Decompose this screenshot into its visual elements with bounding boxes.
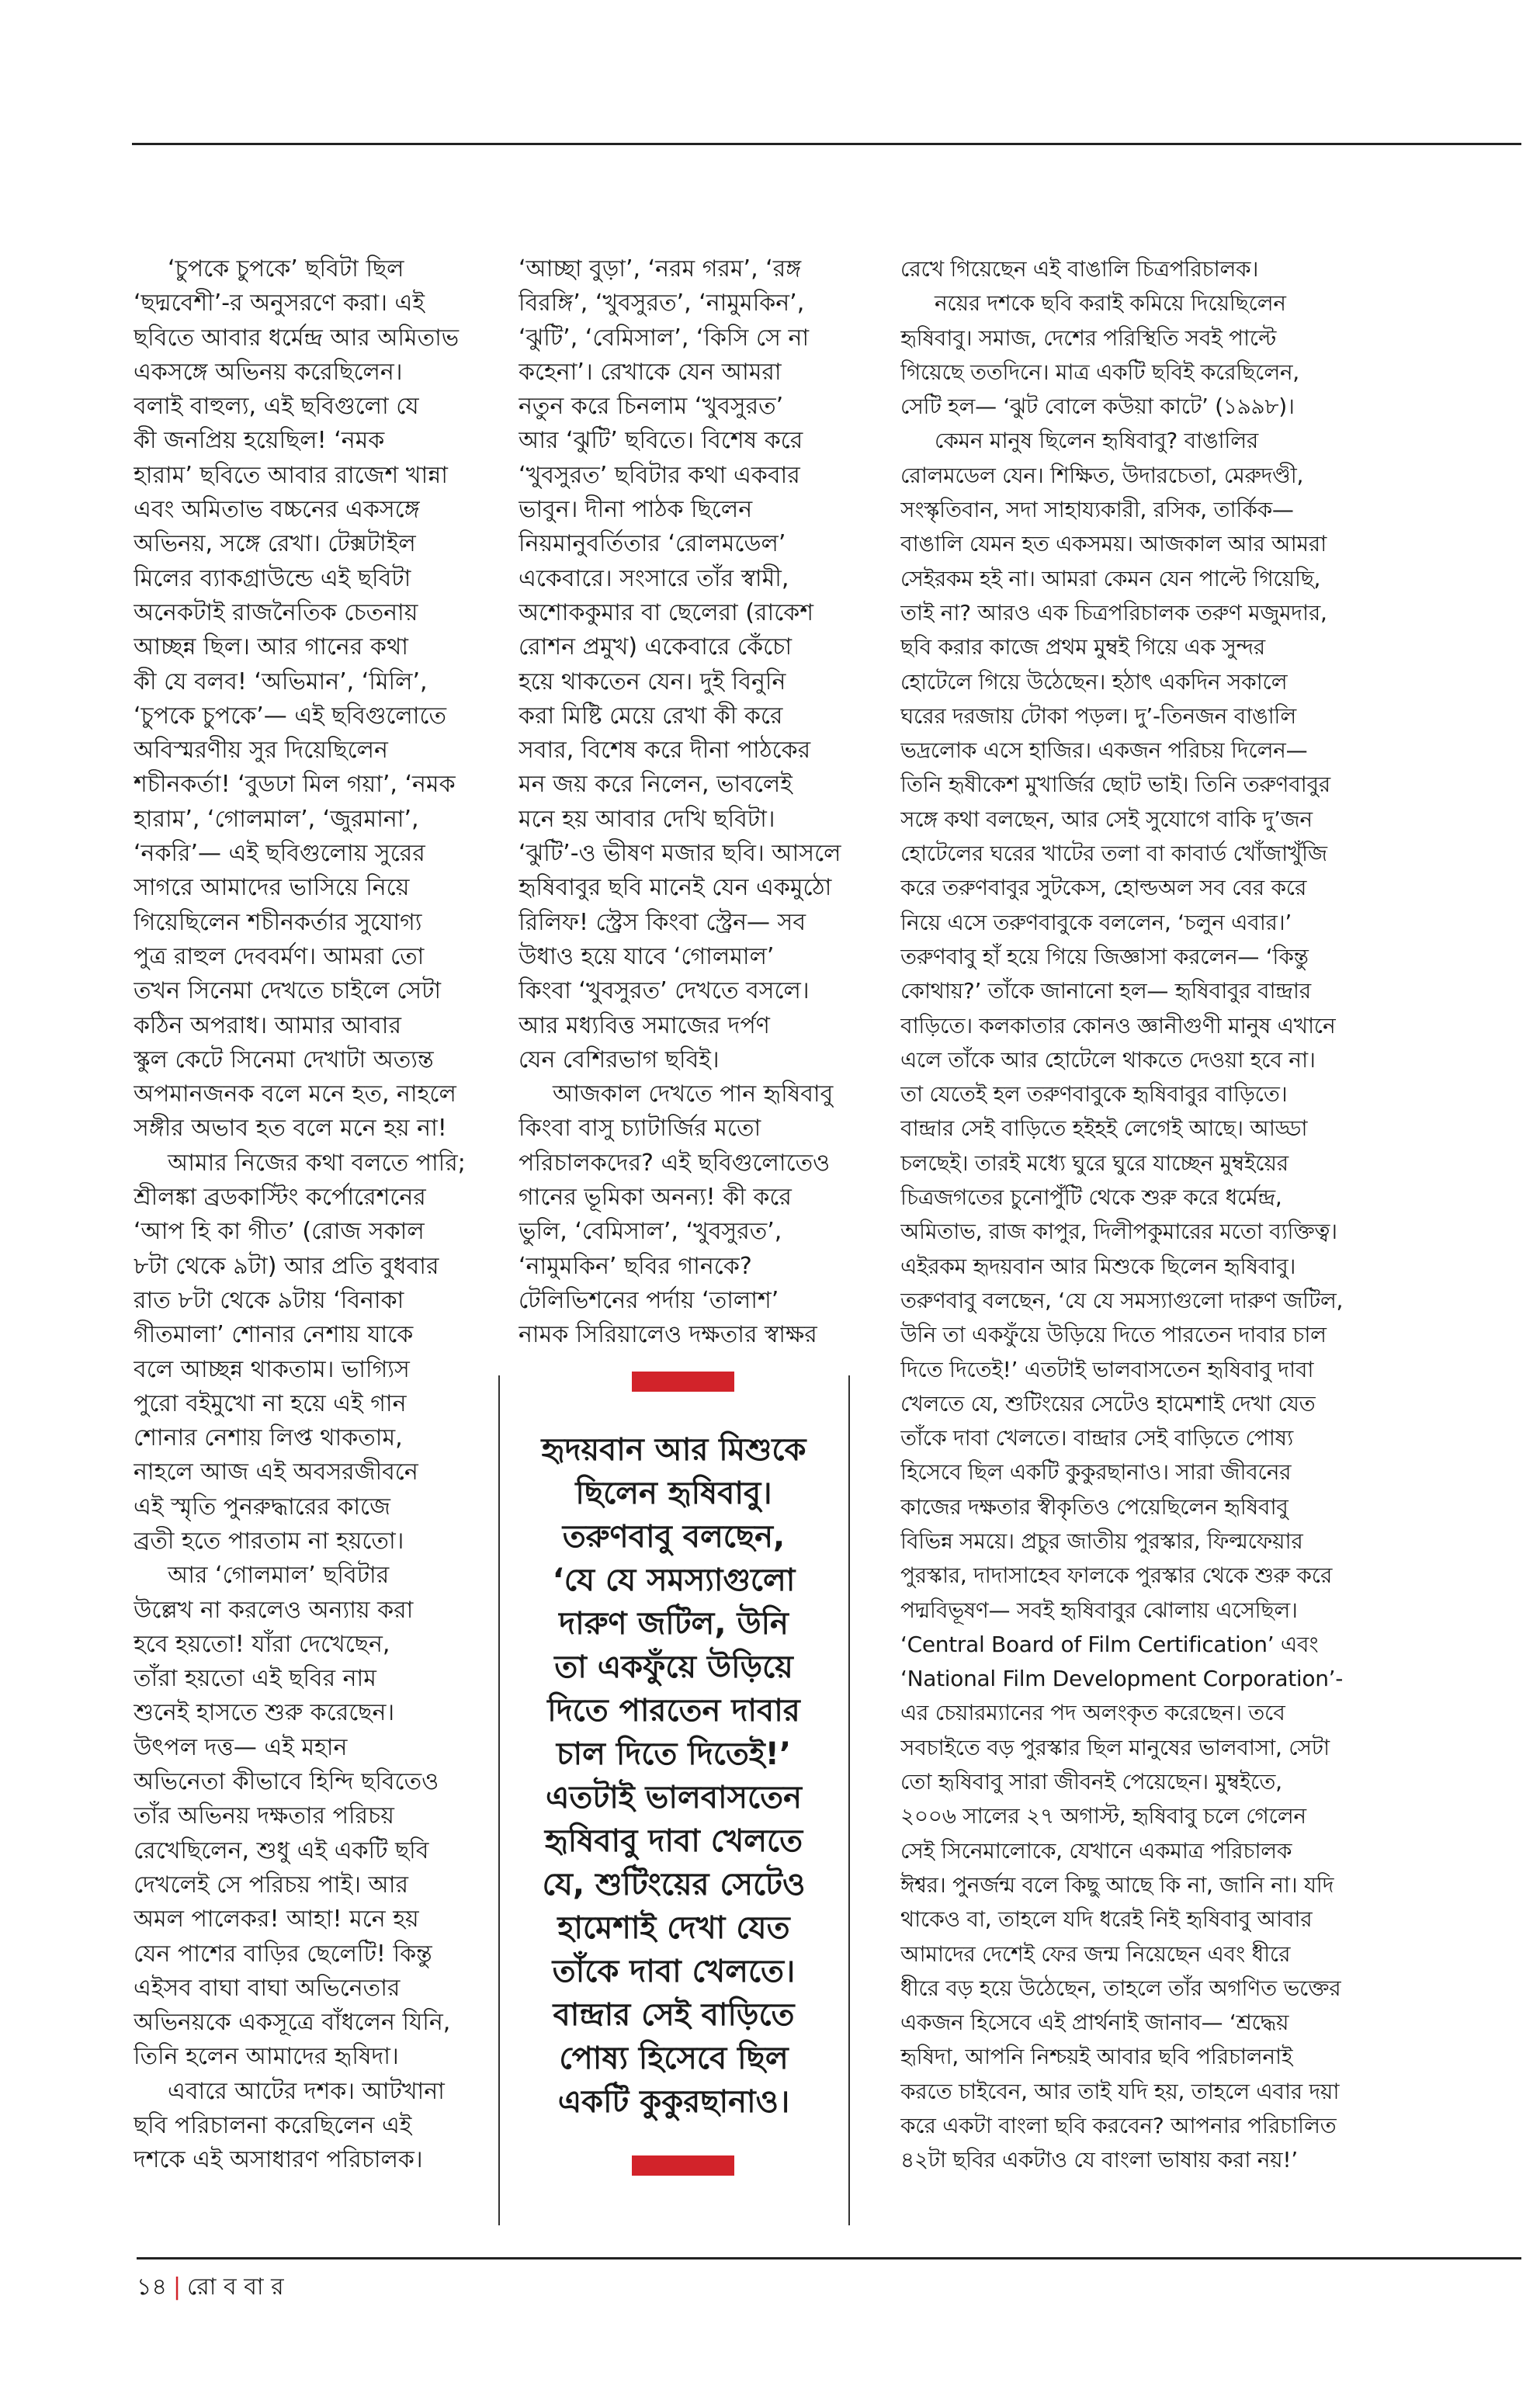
- article-text-line: নয়ের দশকে ছবি করাই কমিয়ে দিয়েছিলেন: [935, 290, 1286, 317]
- article-text-line: গীতমালা’ শোনার নেশায় যাকে: [134, 1321, 414, 1349]
- article-text-line: ৮টা থেকে ৯টা) আর প্রতি বুধবার: [134, 1252, 439, 1280]
- article-text-line: চলছেই। তারই মধ্যে ঘুরে ঘুরে যাচ্ছেন মুম্বইয়ের: [900, 1150, 1289, 1176]
- article-text-line: করতে চাইবেন, আর তাই যদি হয়, তাহলে এবার দয়া: [900, 2078, 1340, 2104]
- article-text-line: ২০০৬ সালের ২৭ অগাস্ট, হৃষিবাবু চলে গেলেন: [900, 1803, 1306, 1829]
- article-text-line: অমিতাভ, রাজ কাপুর, দিলীপকুমারের মতো ব্যক্তিত্ব।: [900, 1219, 1337, 1245]
- article-text-line: ‘খুবসুরত’ ছবিটার কথা একবার: [519, 461, 800, 489]
- article-text-line: দিতে দিতেই!’ এতটাই ভালবাসতেন হৃষিবাবু দাবা: [900, 1356, 1314, 1382]
- article-text-line: কাজের দক্ষতার স্বীকৃতিও পেয়েছিলেন হৃষিবাবু: [900, 1493, 1289, 1520]
- article-text-line: রেখেছিলেন, শুধু এই একটি ছবি: [134, 1836, 429, 1864]
- article-text-line: সবচাইতে বড় পুরস্কার ছিল মানুষের ভালবাসা, সেটা: [900, 1734, 1330, 1760]
- pull-quote-line: হামেশাই দেখা যেত: [557, 1910, 790, 1946]
- pull-quote-top-accent-bar: [632, 1372, 734, 1392]
- article-text-line: রাত ৮টা থেকে ৯টায় ‘বিনাকা: [134, 1286, 404, 1314]
- article-text-line: গিয়েছে ততদিনে। মাত্র একটি ছবিই করেছিলেন,: [900, 359, 1299, 385]
- article-text-line: চিত্রজগতের চুনোপুঁটি থেকে শুরু করে ধর্মেন্দ্র,: [900, 1184, 1282, 1211]
- article-text-line: মন জয় করে নিলেন, ভাবলেই: [519, 771, 793, 799]
- article-text-line: নিয়ে এসে তরুণবাবুকে বললেন, ‘চলুন এবার।’: [900, 909, 1292, 935]
- article-text-line: ধীরে বড় হয়ে উঠেছেন, তাহলে তাঁর অগণিত ভক্তের: [900, 1975, 1341, 2001]
- article-text-line: কঠিন অপরাধ। আমার আবার: [134, 1011, 401, 1039]
- pull-quote-line: তাঁকে দাবা খেলতে।: [552, 1954, 796, 1989]
- pull-quote-line: ‘যে যে সমস্যাগুলো: [552, 1562, 796, 1598]
- article-text-line: পুরস্কার, দাদাসাহেব ফালকে পুরস্কার থেকে শুরু করে: [900, 1562, 1333, 1589]
- article-text-line: ৪২টা ছবির একটাও যে বাংলা ভাষায় করা নয়!’: [900, 2147, 1298, 2173]
- article-text-line: এলে তাঁকে আর হোটেলে থাকতে দেওয়া হবে না।: [900, 1046, 1316, 1073]
- article-text-line: উৎপল দত্ত— এই মহান: [134, 1733, 348, 1761]
- article-text-line: এই স্মৃতি পুনরুদ্ধারের কাজে: [134, 1493, 390, 1521]
- article-text-line: সেইরকম হই না। আমরা কেমন যেন পাল্টে গিয়েছি,: [900, 565, 1321, 591]
- article-text-line: অশোককুমার বা ছেলেরা (রাকেশ: [519, 598, 813, 626]
- page-footer: [137, 2268, 284, 2308]
- article-text-line: তো হৃষিবাবু সারা জীবনই পেয়েছেন। মুম্বইতে,: [900, 1769, 1282, 1795]
- article-text-line: তখন সিনেমা দেখতে চাইলে সেটা: [134, 977, 442, 1005]
- article-text-line: সবার, বিশেষ করে দীনা পাঠকের: [519, 737, 811, 765]
- footer-separator: |: [172, 2273, 182, 2301]
- article-text-line: আর ‘গোলমাল’ ছবিটার: [168, 1562, 390, 1590]
- article-text-line: হৃষিবাবুর ছবি মানেই যেন একমুঠো: [519, 874, 832, 902]
- pull-quote-line: হৃষিবাবু দাবা খেলতে: [544, 1823, 803, 1859]
- bottom-rule: [137, 2257, 1521, 2259]
- article-text-line: দেখলেই সে পরিচয় পাই। আর: [134, 1871, 408, 1899]
- article-text-line: পুত্র রাহুল দেববর্মণ। আমরা তো: [134, 942, 425, 970]
- article-text-line: বান্দ্রার সেই বাড়িতে হইহই লেগেই আছে। আড্ডা: [900, 1115, 1308, 1142]
- pull-quote: [503, 1428, 845, 2124]
- article-text-line: উনি তা একফুঁয়ে উড়িয়ে দিতে পারতেন দাবার চাল: [900, 1322, 1327, 1348]
- article-text-line: এবং অমিতাভ বচ্চনের একসঙ্গে: [134, 496, 420, 524]
- article-text-line: রোশন প্রমুখ) একেবারে কেঁচো: [519, 633, 793, 661]
- pull-quote-line: যে, শুটিংয়ের সেটেও: [542, 1867, 806, 1902]
- article-text-line: ‘ঝুটি’-ও ভীষণ মজার ছবি। আসলে: [519, 840, 841, 868]
- article-text-line: ‘আপ হি কা গীত’ (রোজ সকাল: [134, 1218, 425, 1246]
- article-text-line: যেন বেশিরভাগ ছবিই।: [519, 1046, 720, 1073]
- pull-quote-line: পোষ্য হিসেবে ছিল: [559, 2041, 789, 2076]
- article-text-line: তাঁর অভিনয় দক্ষতার পরিচয়: [134, 1802, 394, 1830]
- article-text-line: হোটেলের ঘরের খাটের তলা বা কাবার্ড খোঁজাখুঁজি: [900, 841, 1327, 867]
- article-text-line: মিলের ব্যাকগ্রাউন্ডে এই ছবিটা: [134, 564, 411, 592]
- article-text-line: যেন পাশের বাড়ির ছেলেটি! কিন্তু: [134, 1940, 432, 1968]
- article-text-line: ‘নকরি’— এই ছবিগুলোয় সুরের: [134, 840, 425, 868]
- article-text-line: শোনার নেশায় লিপ্ত থাকতাম,: [134, 1424, 403, 1452]
- article-text-line: কহেনা’। রেখাকে যেন আমরা: [519, 358, 782, 386]
- article-text-line: ছবিতে আবার ধর্মেন্দ্র আর অমিতাভ: [134, 324, 460, 352]
- pull-quote-line: একটি কুকুরছানাও।: [557, 2084, 790, 2120]
- article-text-line: ঘরের দরজায় টোকা পড়ল। দু’-তিনজন বাঙালি: [900, 702, 1296, 729]
- pull-quote-bottom-accent-bar: [632, 2155, 734, 2176]
- article-text-line: ‘Central Board of Film Certification’ এবং: [900, 1631, 1319, 1657]
- pull-quote-line: তা একফুঁয়ে উড়িয়ে: [554, 1649, 793, 1685]
- article-text-line: নিয়মানুবর্তিতার ‘রোলমডেল’: [519, 530, 786, 558]
- pull-quote-left-divider: [498, 1375, 500, 2225]
- pull-quote-line: এতটাই ভালবাসতেন: [545, 1780, 803, 1816]
- article-text-line: হবে হয়তো! যাঁরা দেখেছেন,: [134, 1630, 390, 1658]
- article-text-line: ‘চুপকে চুপকে’ ছবিটা ছিল: [168, 255, 404, 283]
- article-text-line: আর মধ্যবিত্ত সমাজের দর্পণ: [519, 1011, 770, 1039]
- article-text-line: বিভিন্ন সময়ে। প্রচুর জাতীয় পুরস্কার, ফিল্মফেয়ার: [900, 1528, 1303, 1554]
- article-text-line: আমার নিজের কথা বলতে পারি;: [168, 1149, 466, 1177]
- article-text-line: নাহলে আজ এই অবসরজীবনে: [134, 1458, 418, 1486]
- article-text-line: ভাবুন। দীনা পাঠক ছিলেন: [519, 496, 753, 524]
- page-number: ১৪: [137, 2273, 167, 2301]
- article-text-line: ‘ছদ্মবেশী’-র অনুসরণে করা। এই: [134, 290, 425, 317]
- article-text-line: তিনি হলেন আমাদের হৃষিদা।: [134, 2043, 399, 2071]
- article-text-line: গানের ভূমিকা অনন্য! কী করে: [519, 1184, 792, 1212]
- article-text-line: আমাদের দেশেই ফের জন্ম নিয়েছেন এবং ধীরে: [900, 1940, 1291, 1967]
- article-text-line: অমল পালেকর! আহা! মনে হয়: [134, 1906, 419, 1933]
- article-column-2: [519, 252, 848, 1353]
- article-text-line: বলাই বাহুল্য, এই ছবিগুলো যে: [134, 393, 419, 421]
- article-text-line: অভিনেতা কীভাবে হিন্দি ছবিতেও: [134, 1768, 439, 1796]
- article-text-line: উল্লেখ না করলেও অন্যায় করা: [134, 1596, 414, 1624]
- article-text-line: স্কুল কেটে সিনেমা দেখাটা অত্যন্ত: [134, 1046, 434, 1073]
- article-text-line: হিসেবে ছিল একটি কুকুরছানাও। সারা জীবনের: [900, 1459, 1292, 1486]
- article-text-line: অনেকটাই রাজনৈতিক চেতনায়: [134, 598, 418, 626]
- article-text-line: কোথায়?’ তাঁকে জানানো হল— হৃষিবাবুর বান্দ্রার: [900, 978, 1311, 1004]
- article-text-line: ‘আচ্ছা বুড়া’, ‘নরম গরম’, ‘রঙ্গ: [519, 255, 802, 283]
- article-text-line: ভদ্রলোক এসে হাজির। একজন পরিচয় দিলেন—: [900, 737, 1308, 764]
- article-text-line: ভুলি, ‘বেমিসাল’, ‘খুবসুরত’,: [519, 1218, 782, 1246]
- article-text-line: তিনি হৃষীকেশ মুখার্জির ছোট ভাই। তিনি তরুণবাবুর: [900, 772, 1330, 798]
- article-text-line: সাগরে আমাদের ভাসিয়ে নিয়ে: [134, 874, 410, 902]
- article-text-line: কেমন মানুষ ছিলেন হৃষিবাবু? বাঙালির: [935, 428, 1259, 454]
- article-text-line: হৃষিবাবু। সমাজ, দেশের পরিস্থিতি সবই পাল্টে: [900, 324, 1277, 351]
- article-text-line: উধাও হয়ে যাবে ‘গোলমাল’: [519, 942, 775, 970]
- article-text-line: তরুণবাবু হাঁ হয়ে গিয়ে জিজ্ঞাসা করলেন— ‘কিন্তু: [900, 943, 1309, 969]
- pull-quote-line: হৃদয়বান আর মিশুকে: [541, 1432, 806, 1468]
- article-text-line: রেখে গিয়েছেন এই বাঙালি চিত্রপরিচালক।: [900, 256, 1259, 282]
- article-text-line: সঙ্গে কথা বলছেন, আর সেই সুযোগে বাকি দু’জন: [900, 806, 1313, 832]
- article-text-line: বিরঙ্গি’, ‘খুবসুরত’, ‘নামুমকিন’,: [519, 290, 805, 317]
- article-text-line: কিংবা বাসু চ্যাটার্জির মতো: [519, 1115, 761, 1143]
- article-text-line: হারাম’, ‘গোলমাল’, ‘জুরমানা’,: [134, 805, 419, 833]
- article-text-line: রোলমডেল যেন। শিক্ষিত, উদারচেতা, মেরুদণ্ডী,: [900, 462, 1304, 488]
- article-text-line: ঈশ্বর। পুনর্জন্ম বলে কিছু আছে কি না, জানি না। যদি: [900, 1871, 1334, 1898]
- article-text-line: শ্রীলঙ্কা ব্রডকাস্টিং কর্পোরেশনের: [134, 1184, 426, 1212]
- article-text-line: তাই না? আরও এক চিত্রপরিচালক তরুণ মজুমদার,: [900, 599, 1327, 626]
- pull-quote-line: বান্দ্রার সেই বাড়িতে: [553, 1997, 795, 2033]
- article-text-line: আজকাল দেখতে পান হৃষিবাবু: [553, 1080, 834, 1108]
- magazine-name: রো ব বা র: [187, 2273, 284, 2301]
- article-text-line: পুরো বইমুখো না হয়ে এই গান: [134, 1389, 407, 1417]
- article-text-line: হারাম’ ছবিতে আবার রাজেশ খান্না: [134, 461, 448, 489]
- article-text-line: তা যেতেই হল তরুণবাবুকে হৃষিবাবুর বাড়িতে।: [900, 1081, 1288, 1108]
- article-text-line: তাঁরা হয়তো এই ছবির নাম: [134, 1665, 376, 1693]
- article-text-line: পরিচালকদের? এই ছবিগুলোতেও: [519, 1149, 831, 1177]
- article-text-line: ‘ঝুটি’, ‘বেমিসাল’, ‘কিসি সে না: [519, 324, 810, 352]
- article-text-line: একসঙ্গে অভিনয় করেছিলেন।: [134, 358, 403, 386]
- pull-quote-right-divider: [848, 1375, 850, 2225]
- article-text-line: সংস্কৃতিবান, সদা সাহায্যকারী, রসিক, তার্কিক—: [900, 497, 1294, 523]
- article-text-line: এর চেয়ারম্যানের পদ অলংকৃত করেছেন। তবে: [900, 1700, 1285, 1726]
- article-text-line: এবারে আটের দশক। আটখানা: [168, 2077, 445, 2105]
- pull-quote-line: দারুণ জটিল, উনি: [559, 1606, 789, 1642]
- article-text-line: আর ‘ঝুটি’ ছবিতে। বিশেষ করে: [519, 427, 803, 455]
- article-text-line: তরুণবাবু বলছেন, ‘যে যে সমস্যাগুলো দারুণ জটিল,: [900, 1287, 1344, 1313]
- article-text-line: কিংবা ‘খুবসুরত’ দেখতে বসলে।: [519, 977, 810, 1005]
- article-text-line: ‘চুপকে চুপকে’— এই ছবিগুলোতে: [134, 702, 447, 730]
- article-text-line: করে একটা বাংলা ছবি করবেন? আপনার পরিচালিত: [900, 2113, 1337, 2139]
- article-text-line: তাঁকে দাবা খেলতে। বান্দ্রার সেই বাড়িতে পোষ্য: [900, 1425, 1293, 1451]
- article-text-line: রিলিফ! স্ট্রেস কিংবা স্ট্রেন— সব: [519, 908, 806, 936]
- top-rule: [132, 143, 1521, 145]
- article-text-line: শুনেই হাসতে শুরু করেছেন।: [134, 1699, 395, 1727]
- article-text-line: আচ্ছন্ন ছিল। আর গানের কথা: [134, 633, 408, 661]
- article-text-line: করা মিষ্টি মেয়ে রেখা কী করে: [519, 702, 783, 730]
- article-text-line: গিয়েছিলেন শচীনকর্তার সুযোগ্য: [134, 908, 422, 936]
- pull-quote-line: চাল দিতে দিতেই!’: [556, 1736, 792, 1772]
- article-text-line: অবিস্মরণীয় সুর দিয়েছিলেন: [134, 737, 388, 765]
- article-text-line: এইসব বাঘা বাঘা অভিনেতার: [134, 1974, 401, 2002]
- article-text-line: শচীনকর্তা! ‘বুডঢা মিল গয়া’, ‘নমক: [134, 771, 456, 799]
- article-text-line: বাঙালি যেমন হত একসময়। আজকাল আর আমরা: [900, 531, 1327, 557]
- article-text-line: বাড়িতে। কলকাতার কোনও জ্ঞানীগুণী মানুষ এখানে: [900, 1012, 1336, 1039]
- article-text-line: কী যে বলব! ‘অভিমান’, ‘মিলি’,: [134, 668, 428, 695]
- article-text-line: একেবারে। সংসারে তাঁর স্বামী,: [519, 564, 789, 592]
- article-text-line: অভিনয়কে একসূত্রে বাঁধলেন যিনি,: [134, 2009, 451, 2037]
- pull-quote-line: তরুণবাবু বলছেন,: [562, 1519, 786, 1555]
- article-text-line: নতুন করে চিনলাম ‘খুবসুরত’: [519, 393, 784, 421]
- article-text-line: একজন হিসেবে এই প্রার্থনাই জানাব— ‘শ্রদ্ধেয়: [900, 2010, 1289, 2036]
- article-text-line: পদ্মবিভূষণ— সবই হৃষিবাবুর ঝোলায় এসেছিল।: [900, 1597, 1298, 1623]
- article-text-line: ছবি করার কাজে প্রথম মুম্বই গিয়ে এক সুন্দর: [900, 634, 1265, 661]
- article-text-line: সেটি হল— ‘ঝুট বোলে কউয়া কাটে’ (১৯৯৮)।: [900, 394, 1295, 420]
- article-text-line: করে তরুণবাবুর সুটকেস, হোল্ডঅল সব বের করে: [900, 875, 1307, 901]
- article-text-line: হৃষিদা, আপনি নিশ্চয়ই আবার ছবি পরিচালনাই: [900, 2044, 1293, 2070]
- article-text-line: থাকেও বা, তাহলে যদি ধরেই নিই হৃষিবাবু আবার: [900, 1906, 1313, 1933]
- article-text-line: অপমানজনক বলে মনে হত, নাহলে: [134, 1080, 456, 1108]
- article-text-line: ছবি পরিচালনা করেছিলেন এই: [134, 2112, 412, 2140]
- article-text-line: দশকে এই অসাধারণ পরিচালক।: [134, 2146, 423, 2174]
- article-column-1: [134, 252, 479, 2178]
- article-text-line: হোটেলে গিয়ে উঠেছেন। হঠাৎ একদিন সকালে: [900, 668, 1288, 695]
- article-text-line: টেলিভিশনের পর্দায় ‘তালাশ’: [519, 1286, 779, 1314]
- article-text-line: হয়ে থাকতেন যেন। দুই বিনুনি: [519, 668, 786, 695]
- article-text-line: ব্রতী হতে পারতাম না হয়তো।: [134, 1527, 404, 1555]
- article-text-line: অভিনয়, সঙ্গে রেখা। টেক্সটাইল: [134, 530, 416, 558]
- article-text-line: কী জনপ্রিয় হয়েছিল! ‘নমক: [134, 427, 385, 455]
- article-text-line: মনে হয় আবার দেখি ছবিটা।: [519, 805, 775, 833]
- article-text-line: এইরকম হৃদয়বান আর মিশুকে ছিলেন হৃষিবাবু।: [900, 1253, 1296, 1279]
- article-text-line: সঙ্গীর অভাব হত বলে মনে হয় না!: [134, 1115, 447, 1143]
- article-text-line: ‘National Film Development Corporation’-: [900, 1666, 1344, 1692]
- article-text-line: বলে আচ্ছন্ন থাকতাম। ভাগ্যিস: [134, 1355, 410, 1383]
- article-text-line: খেলতে যে, শুটিংয়ের সেটেও হামেশাই দেখা যেত: [900, 1390, 1316, 1417]
- article-text-line: নামক সিরিয়ালেও দক্ষতার স্বাক্ষর: [519, 1321, 817, 1349]
- pull-quote-line: ছিলেন হৃষিবাবু।: [575, 1476, 772, 1511]
- article-text-line: সেই সিনেমালোকে, যেখানে একমাত্র পরিচালক: [900, 1837, 1292, 1864]
- article-column-3: [900, 252, 1413, 2178]
- article-text-line: ‘নামুমকিন’ ছবির গানকে?: [519, 1252, 752, 1280]
- pull-quote-line: দিতে পারতেন দাবার: [547, 1693, 800, 1729]
